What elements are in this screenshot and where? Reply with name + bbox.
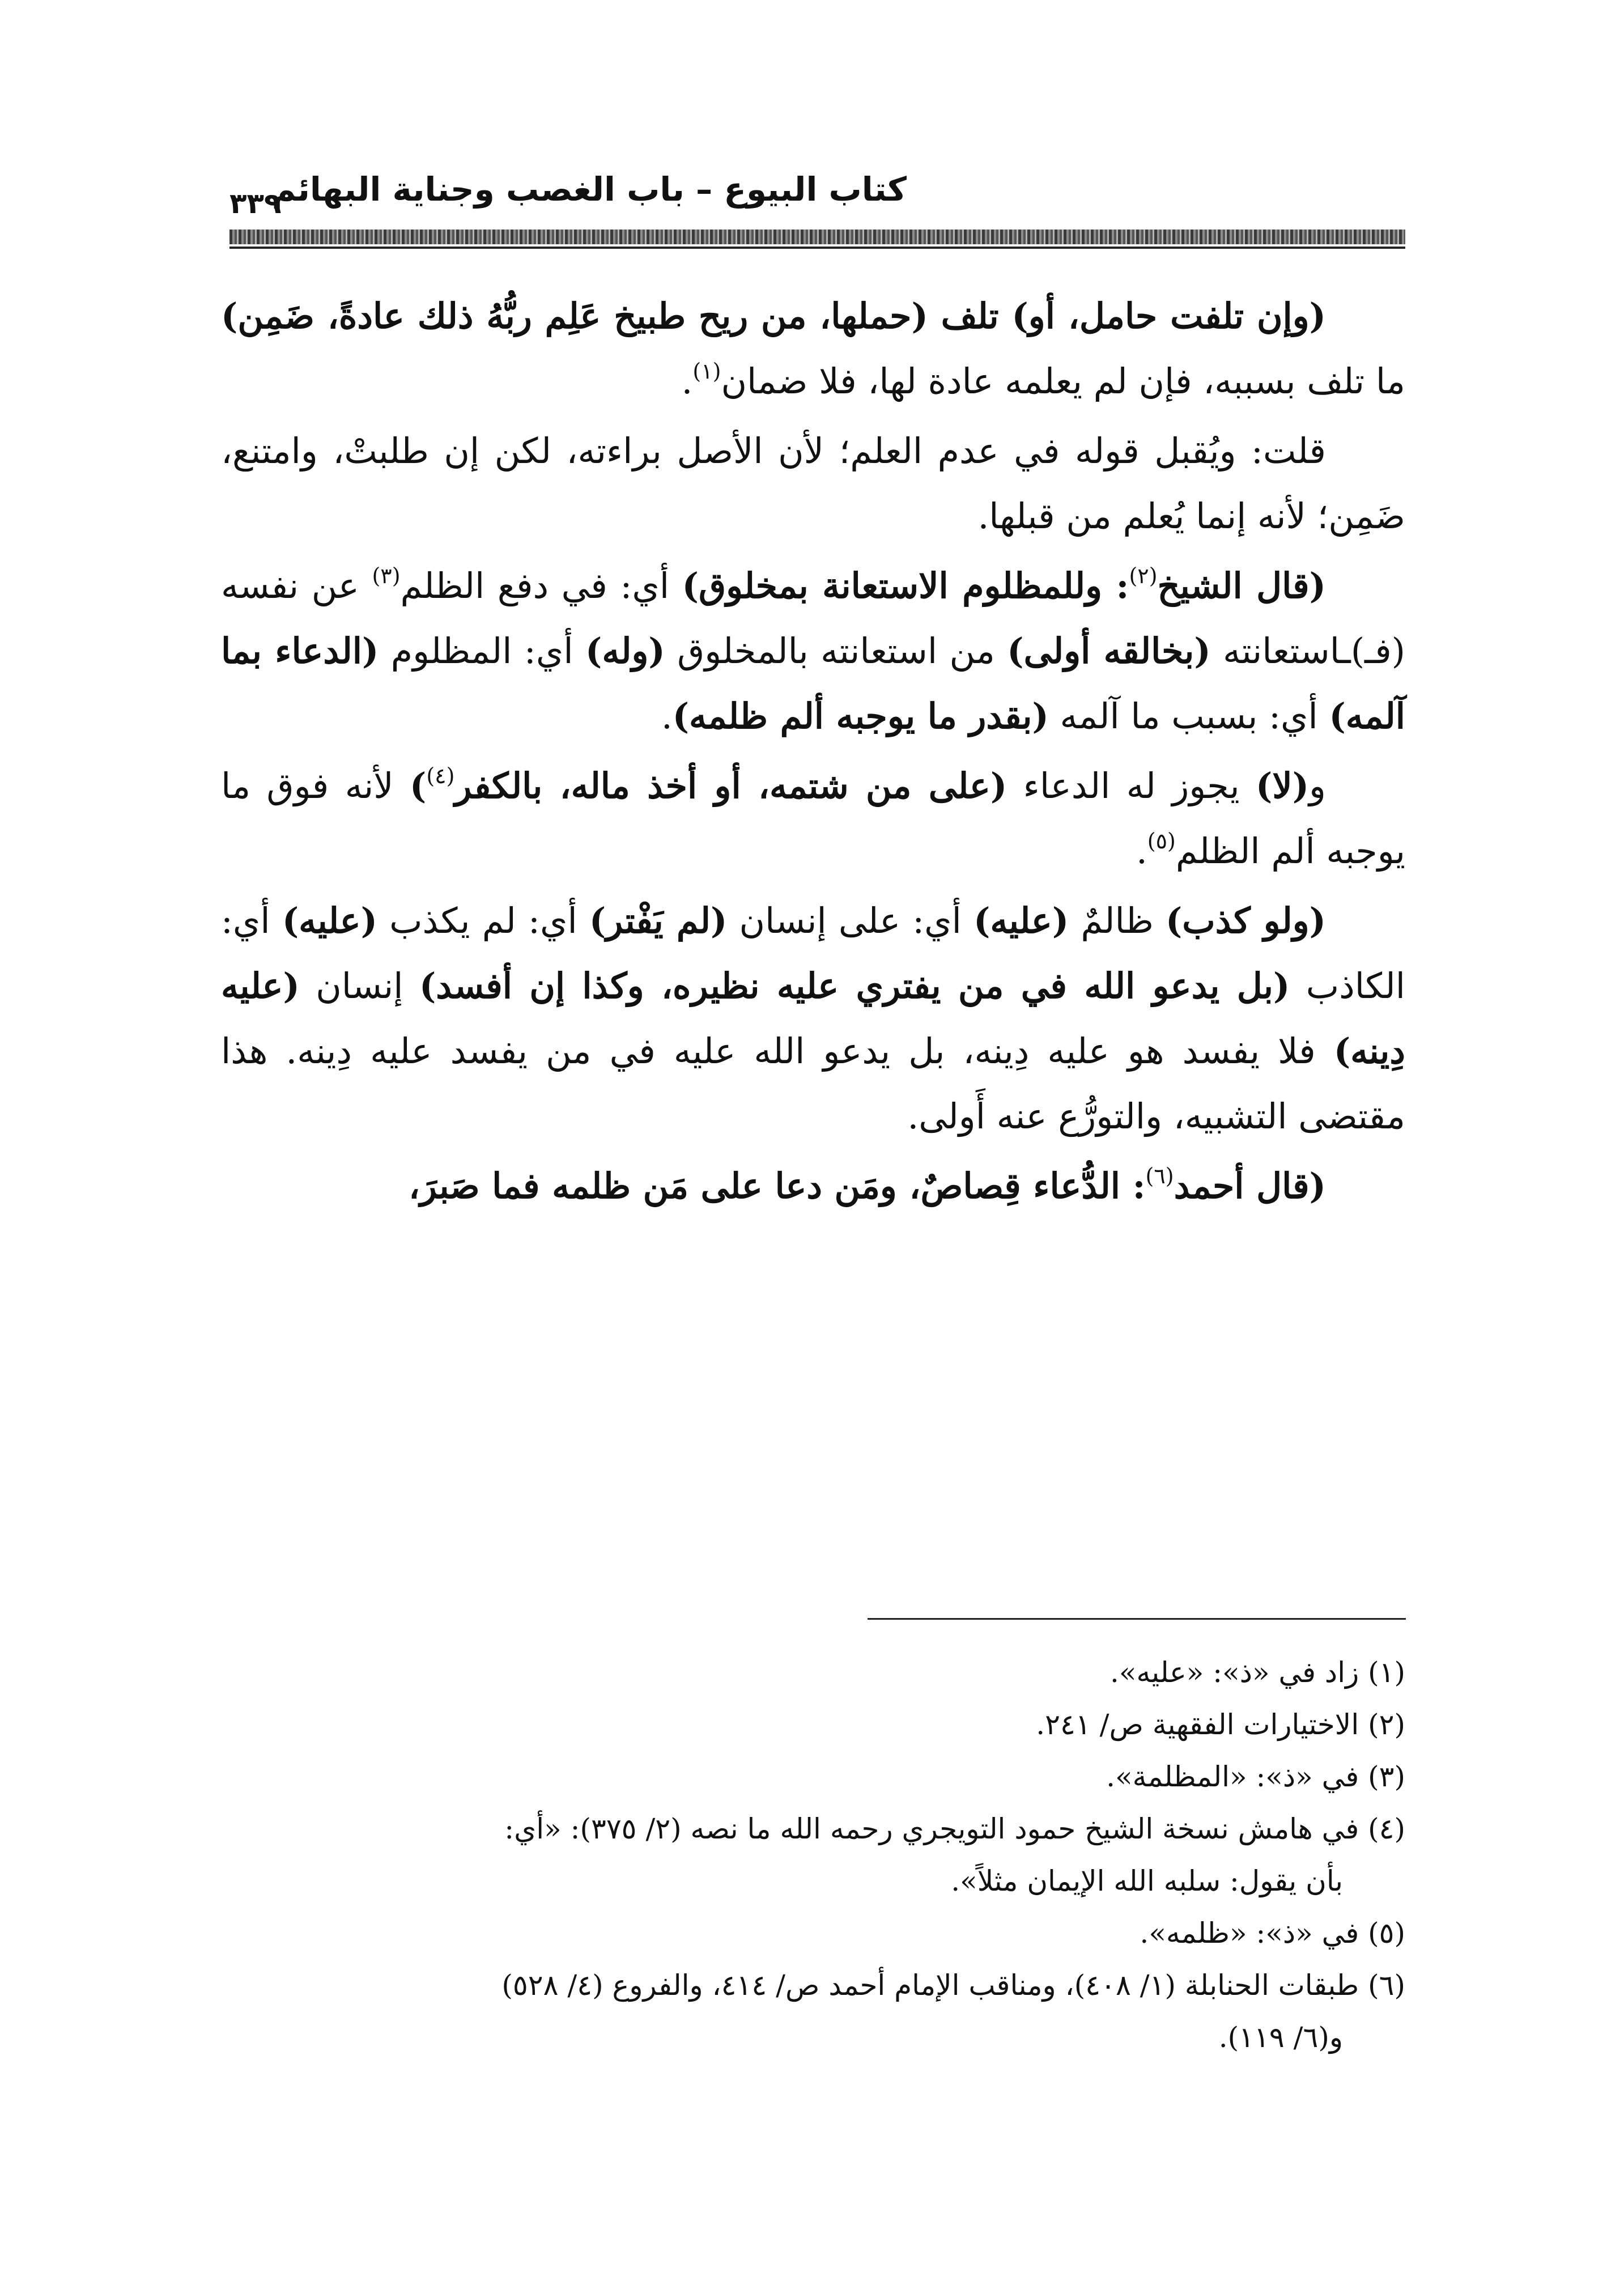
sharh-text: أي: الكاذب — [221, 900, 1405, 1007]
sharh-text: فلا يفسد هو عليه دِينه، بل يدعو الله عليه في من يفسد عليه دِينه. هذا مقتضى التشبيه، والتورُّع عنه أَولى. — [221, 1030, 1405, 1137]
footnote-rule — [868, 1618, 1406, 1620]
matn-text: (لم يَفْتر) — [589, 900, 728, 941]
matn-text: : الدُّعاء قِصاصٌ، ومَن دعا على مَن ظلمه فما صَبرَ، — [409, 1165, 1146, 1207]
footnote-marker: (٣) — [372, 563, 401, 588]
footnote-item: (٥) في «ذ»: «ظلمه». — [1140, 1917, 1405, 1950]
footnote-marker: (٢) — [1129, 563, 1158, 588]
body-paragraph — [221, 553, 1405, 749]
footnote-continuation: و(٦/ ١١٩). — [1218, 2021, 1343, 2054]
footnote-continuation: بأن يقول: سلبه الله الإيمان مثلاً». — [951, 1865, 1343, 1897]
body-text — [221, 283, 1405, 1223]
footnote-item: (٢) الاختيارات الفقهية ص/ ٢٤١. — [1036, 1708, 1405, 1741]
footnote-item: (٣) في «ذ»: «المظلمة». — [1106, 1760, 1405, 1793]
matn-text: (قال أحمد — [1174, 1165, 1326, 1207]
sharh-text: . — [661, 695, 673, 737]
sharh-text: عن نفسه (فـ)ـاستعانته — [221, 565, 1405, 672]
matn-text: (عليه) — [282, 900, 377, 941]
footnotes — [221, 1646, 1405, 2063]
matn-text: (بل يدعو الله في من يفتري عليه نظيره، وكذا إن أفسد) — [419, 965, 1290, 1007]
matn-text: ) — [410, 765, 427, 806]
sharh-text: . — [681, 360, 693, 402]
sharh-text: إنسان — [299, 965, 419, 1007]
footnote-marker: (٤) — [426, 763, 455, 788]
sharh-text: أي: بسبب ما آلمه — [1048, 695, 1329, 737]
sharh-text: يجوز له الدعاء — [1007, 765, 1256, 806]
matn-text: (لا) — [1256, 765, 1310, 806]
footnote-item: (١) زاد في «ذ»: «عليه». — [1110, 1656, 1405, 1689]
matn-text: : وللمظلوم الاستعانة بمخلوق) — [682, 565, 1129, 606]
sharh-text: أي: لم يكذب — [377, 900, 589, 941]
body-paragraph — [221, 283, 1405, 414]
sharh-text: لأنه فوق ما يوجبه ألم الظلم — [221, 765, 1405, 872]
body-paragraph — [221, 418, 1405, 549]
matn-text: (قال الشيخ — [1157, 565, 1326, 606]
body-paragraph — [221, 753, 1405, 884]
running-header-title: كتاب البيوع – باب الغصب وجناية البهائم — [271, 170, 907, 209]
matn-text: (وإن تلفت حامل، أو) تلف (حملها، من ريح طبيخ عَلِم ربُّهُ ذلك عادةً، ضَمِن) — [221, 295, 1326, 337]
footnote-marker: (٥) — [1147, 829, 1176, 853]
sharh-text: و — [1309, 765, 1326, 806]
matn-text: (عليه دِينه) — [221, 965, 1405, 1072]
matn-text: (عليه) — [973, 900, 1069, 941]
sharh-text: قلت: ويُقبل قوله في عدم العلم؛ لأن الأصل براءته، لكن إن طلبتْ، وامتنع، ضَمِن؛ لأنه إنما يُعلم من قبلها. — [221, 430, 1405, 537]
sharh-text: أي: المظلوم — [379, 630, 585, 672]
sharh-text: أي: على إنسان — [727, 900, 974, 941]
footnote-item: (٦) طبقات الحنابلة (١/ ٤٠٨)، ومناقب الإمام أحمد ص/ ٤١٤، والفروع (٤/ ٥٢٨) — [501, 1969, 1405, 2002]
matn-text: (ولو كذب) — [1165, 900, 1326, 941]
matn-text: (بخالقه أولى) — [1007, 630, 1211, 672]
body-paragraph — [221, 888, 1405, 1149]
sharh-text: . — [1136, 830, 1147, 872]
matn-text: (بقدر ما يوجبه ألم ظلمه) — [672, 695, 1049, 737]
header-rule — [229, 230, 1405, 244]
sharh-text: ما تلف بسببه، فإن لم يعلمه عادة لها، فلا ضمان — [721, 360, 1405, 402]
sharh-text: من استعانته بالمخلوق — [665, 630, 1007, 672]
matn-text: (على من شتمه، أو أخذ ماله، بالكفر — [454, 765, 1007, 806]
page-number: ٣٣٩ — [229, 187, 282, 220]
sharh-text: ظالمٌ — [1069, 900, 1166, 941]
body-paragraph — [221, 1153, 1405, 1218]
footnote-marker: (١) — [692, 359, 721, 384]
footnote-marker: (٦) — [1145, 1164, 1174, 1188]
running-header — [229, 164, 1405, 227]
matn-text: (وله) — [585, 630, 665, 672]
footnote-item: (٤) في هامش نسخة الشيخ حمود التويجري رحمه الله ما نصه (٢/ ٣٧٥): «أي: — [504, 1812, 1405, 1845]
sharh-text: أي: في دفع الظلم — [400, 565, 682, 606]
matn-text: (الدعاء بما آلمه) — [221, 630, 1405, 737]
